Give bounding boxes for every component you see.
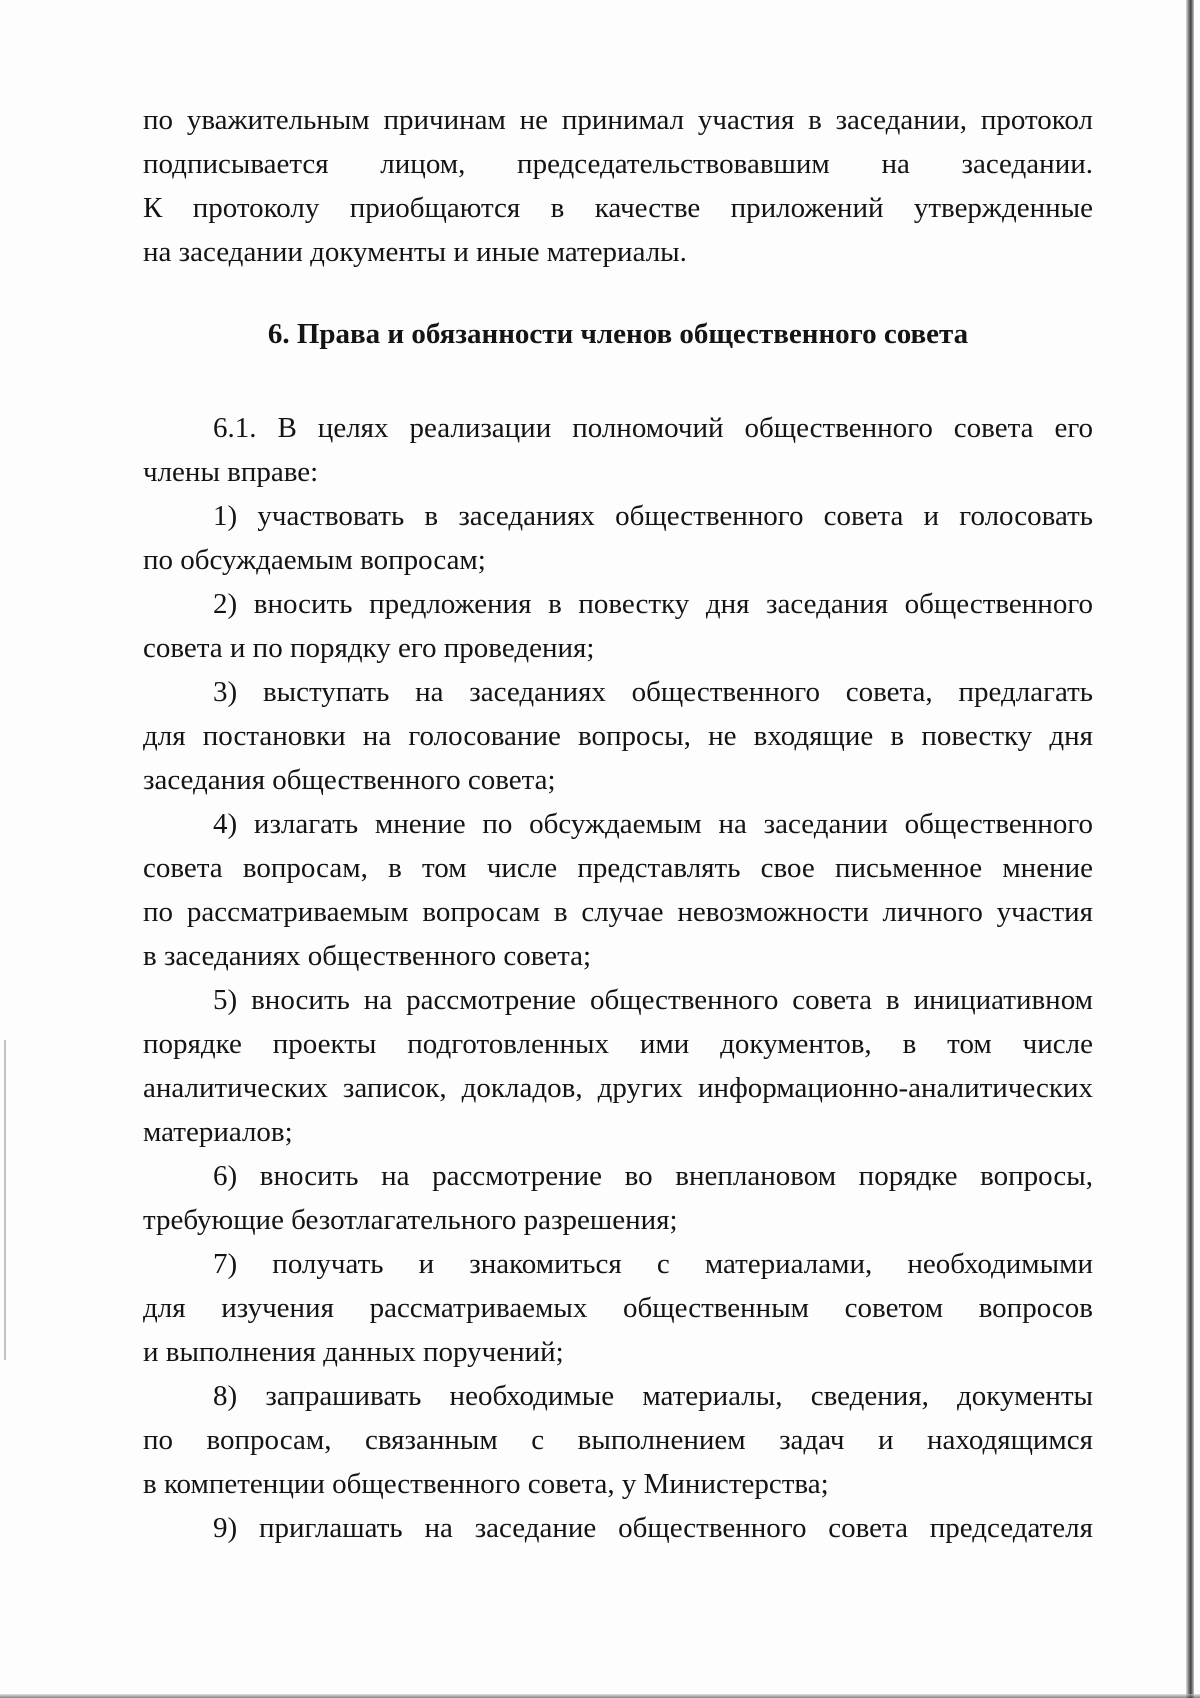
item-1-line-1: 1) участвовать в заседаниях общественного совета и голосовать: [213, 500, 1093, 532]
item-4-line-2: совета вопросам, в том числе представлять свое письменное мнение: [143, 852, 1093, 884]
item-4-rest: в заседаниях общественного совета;: [143, 940, 592, 972]
intro-line-4: на заседании документы и иные материалы.: [143, 236, 687, 268]
list-item: [143, 802, 1093, 978]
item-5-rest: материалов;: [143, 1116, 293, 1148]
item-6-line-1: 6) вносить на рассмотрение во внеплановом порядке вопросы,: [213, 1160, 1093, 1192]
section-heading: 6. Права и обязанности членов общественного совета: [267, 318, 969, 350]
item-3-rest: заседания общественного совета;: [143, 764, 556, 796]
list-item: [143, 1506, 1093, 1550]
list-item: [143, 582, 1093, 670]
item-5-line-1: 5) вносить на рассмотрение общественного совета в инициативном: [213, 984, 1093, 1016]
intro-line-2: подписывается лицом, председательствовавшим на заседании.: [143, 148, 1093, 180]
list-item: [143, 1154, 1093, 1242]
clause-6-1-line-2: члены вправе:: [143, 456, 319, 488]
intro-line-1: по уважительным причинам не принимал участия в заседании, протокол: [143, 104, 1093, 136]
list-item: [143, 670, 1093, 802]
item-7-line-1: 7) получать и знакомиться с материалами, необходимыми: [213, 1248, 1093, 1280]
item-6-rest: требующие безотлагательного разрешения;: [143, 1204, 678, 1236]
scan-edge-right: [1186, 0, 1194, 1698]
item-7-rest: и выполнения данных поручений;: [143, 1336, 564, 1368]
item-8-line-2: по вопросам, связанным с выполнением задач и находящимся: [143, 1424, 1093, 1456]
item-2-rest: совета и по порядку его проведения;: [143, 632, 595, 664]
rights-list: [143, 494, 1093, 1550]
item-3-line-1: 3) выступать на заседаниях общественного совета, предлагать: [213, 676, 1093, 708]
list-item: [143, 978, 1093, 1154]
item-8-rest: в компетенции общественного совета, у Министерства;: [143, 1468, 829, 1500]
item-1-rest: по обсуждаемым вопросам;: [143, 544, 486, 576]
list-item: [143, 494, 1093, 582]
clause-6-1: [143, 406, 1093, 494]
item-5-line-3: аналитических записок, докладов, других информационно-аналитических: [143, 1072, 1093, 1104]
item-3-line-2: для постановки на голосование вопросы, не входящие в повестку дня: [143, 720, 1093, 752]
list-item: [143, 1242, 1093, 1374]
intro-line-3: К протоколу приобщаются в качестве приложений утвержденные: [143, 192, 1093, 224]
clause-6-1-line-1: 6.1. В целях реализации полномочий общественного совета его: [213, 412, 1093, 444]
item-8-line-1: 8) запрашивать необходимые материалы, сведения, документы: [213, 1380, 1093, 1412]
scan-edge-bottom: [0, 1694, 1200, 1698]
list-item: [143, 1374, 1093, 1506]
intro-paragraph: [143, 98, 1093, 274]
item-4-line-3: по рассматриваемым вопросам в случае невозможности личного участия: [143, 896, 1093, 928]
item-9-line-1: 9) приглашать на заседание общественного совета председателя: [213, 1512, 1093, 1544]
scan-edge-left: [4, 1040, 6, 1360]
item-2-line-1: 2) вносить предложения в повестку дня заседания общественного: [213, 588, 1093, 620]
item-4-line-1: 4) излагать мнение по обсуждаемым на заседании общественного: [213, 808, 1093, 840]
item-7-line-2: для изучения рассматриваемых общественным советом вопросов: [143, 1292, 1093, 1324]
item-5-line-2: порядке проекты подготовленных ими документов, в том числе: [143, 1028, 1093, 1060]
